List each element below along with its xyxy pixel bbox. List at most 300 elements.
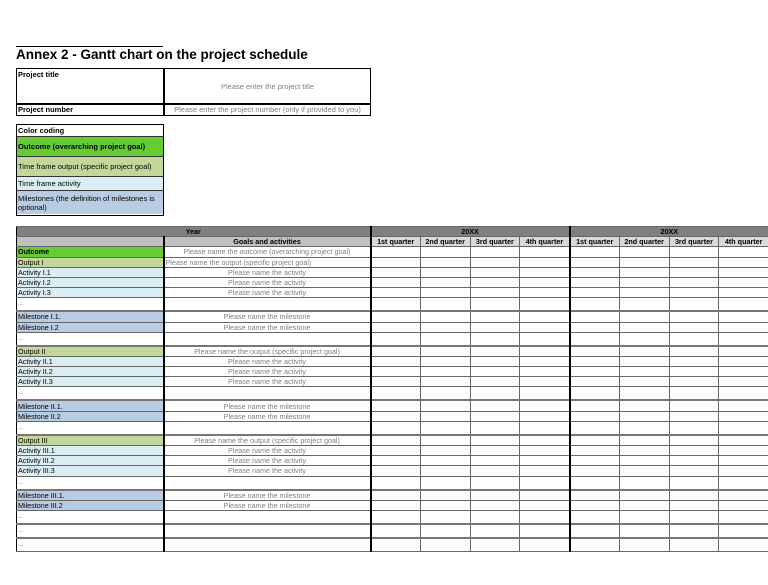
quarter-cell[interactable] [669, 267, 719, 277]
quarter-cell[interactable] [570, 490, 620, 501]
quarter-cell[interactable] [719, 446, 768, 456]
quarter-cell[interactable] [520, 524, 570, 538]
quarter-cell[interactable] [470, 524, 520, 538]
blank-header-cell [17, 237, 164, 247]
quarter-cell[interactable] [470, 500, 520, 510]
quarter-cell[interactable] [669, 435, 719, 446]
quarter-cell[interactable] [470, 446, 520, 456]
quarter-cell[interactable] [470, 387, 520, 401]
quarter-cell[interactable] [619, 476, 669, 490]
table-row [17, 367, 768, 377]
quarter-cell[interactable] [420, 298, 470, 312]
quarter-cell[interactable] [619, 356, 669, 366]
quarter-cell[interactable] [669, 257, 719, 267]
quarter-cell[interactable] [669, 476, 719, 490]
quarter-cell[interactable] [371, 332, 421, 346]
quarter-cell[interactable] [470, 288, 520, 298]
project-number-field[interactable]: Please enter the project number (only if provided to you) [174, 104, 361, 114]
quarter-cell[interactable] [619, 524, 669, 538]
quarter-cell[interactable] [371, 311, 421, 322]
quarter-cell[interactable] [520, 346, 570, 357]
quarter-cell[interactable] [570, 247, 620, 257]
quarter-cell[interactable] [520, 538, 570, 552]
row-description-field[interactable]: Please name the milestone [164, 500, 371, 510]
quarter-cell[interactable] [619, 435, 669, 446]
table-row [17, 446, 768, 456]
row-description-field[interactable] [164, 476, 371, 490]
quarter-cell[interactable] [669, 400, 719, 411]
quarter-cell[interactable] [470, 377, 520, 387]
table-row [17, 466, 768, 476]
quarter-cell[interactable] [371, 346, 421, 357]
quarter-cell[interactable] [371, 322, 421, 332]
quarter-cell[interactable] [420, 387, 470, 401]
quarter-cell[interactable] [520, 490, 570, 501]
quarter-cell[interactable] [669, 456, 719, 466]
quarter-cell[interactable] [619, 311, 669, 322]
quarter-cell[interactable] [520, 476, 570, 490]
quarter-cell[interactable] [520, 311, 570, 322]
quarter-cell[interactable] [371, 356, 421, 366]
quarter-cell[interactable] [619, 510, 669, 524]
table-row [17, 288, 768, 298]
quarter-cell[interactable] [420, 411, 470, 421]
quarter-cell[interactable] [420, 476, 470, 490]
year-header: Year [17, 227, 371, 237]
quarter-cell[interactable] [619, 247, 669, 257]
row-label: Activity II.3 [17, 377, 164, 387]
quarter-cell[interactable] [371, 490, 421, 501]
quarter-cell[interactable] [420, 332, 470, 346]
quarter-cell[interactable] [619, 387, 669, 401]
quarter-cell[interactable] [420, 400, 470, 411]
quarter-cell[interactable] [619, 332, 669, 346]
quarter-cell[interactable] [619, 377, 669, 387]
quarter-cell[interactable] [669, 538, 719, 552]
legend-item: Time frame output (specific project goal) [17, 157, 163, 177]
quarter-cell[interactable] [420, 456, 470, 466]
quarter-cell[interactable] [371, 411, 421, 421]
legend-item: Outcome (overarching project goal) [17, 137, 163, 157]
table-row [17, 332, 768, 346]
quarter-cell[interactable] [570, 298, 620, 312]
quarter-cell[interactable] [371, 510, 421, 524]
quarter-cell[interactable] [520, 466, 570, 476]
quarter-cell[interactable] [371, 367, 421, 377]
row-description-field[interactable] [164, 332, 371, 346]
quarter-cell[interactable] [570, 257, 620, 267]
row-description-field[interactable] [164, 421, 371, 435]
table-row [17, 400, 768, 411]
quarter-cell[interactable] [719, 411, 768, 421]
row-description-field[interactable] [164, 298, 371, 312]
quarter-cell[interactable] [520, 322, 570, 332]
quarter-cell[interactable] [719, 322, 768, 332]
quarter-cell[interactable] [470, 466, 520, 476]
quarter-cell[interactable] [520, 356, 570, 366]
row-description-field[interactable]: Please name the output (specific project goal) [164, 435, 371, 446]
quarter-cell[interactable] [470, 400, 520, 411]
quarter-cell[interactable] [420, 524, 470, 538]
quarter-cell[interactable] [669, 288, 719, 298]
table-row [17, 311, 768, 322]
quarter-cell[interactable] [719, 298, 768, 312]
quarter-cell[interactable] [719, 400, 768, 411]
quarter-cell[interactable] [669, 322, 719, 332]
quarter-cell[interactable] [570, 524, 620, 538]
quarter-cell[interactable] [470, 435, 520, 446]
legend-item: Milestones (the definition of milestones is optional) [17, 191, 163, 214]
table-row [17, 387, 768, 401]
row-label: Milestone III.1. [17, 490, 164, 501]
quarter-cell[interactable] [371, 456, 421, 466]
quarter-cell[interactable] [669, 346, 719, 357]
project-title-label: Project title [18, 70, 59, 79]
quarter-cell[interactable] [719, 267, 768, 277]
quarter-cell[interactable] [420, 466, 470, 476]
quarter-cell[interactable] [420, 510, 470, 524]
row-description-field[interactable]: Please name the outcome (overarching project goal) [164, 247, 371, 257]
quarter-cell[interactable] [669, 332, 719, 346]
quarter-cell[interactable] [669, 446, 719, 456]
quarter-cell[interactable] [619, 466, 669, 476]
quarter-cell[interactable] [570, 288, 620, 298]
quarter-cell[interactable] [669, 466, 719, 476]
quarter-cell[interactable] [570, 267, 620, 277]
row-description-field[interactable] [164, 510, 371, 524]
quarter-cell[interactable] [669, 490, 719, 501]
quarter-cell[interactable] [371, 435, 421, 446]
quarter-cell[interactable] [570, 367, 620, 377]
table-row [17, 277, 768, 287]
quarter-cell[interactable] [570, 435, 620, 446]
quarter-cell[interactable] [371, 288, 421, 298]
row-description-field[interactable]: Please name the activity [164, 367, 371, 377]
quarter-cell[interactable] [719, 538, 768, 552]
quarter-cell[interactable] [520, 387, 570, 401]
row-description-field[interactable] [164, 387, 371, 401]
quarter-cell[interactable] [619, 500, 669, 510]
row-description-field[interactable]: Please name the activity [164, 277, 371, 287]
quarter-cell[interactable] [570, 400, 620, 411]
quarter-cell[interactable] [420, 322, 470, 332]
quarter-cell[interactable] [470, 421, 520, 435]
row-description-field[interactable] [164, 524, 371, 538]
quarter-header: 3rd quarter [470, 237, 520, 247]
quarter-cell[interactable] [371, 247, 421, 257]
quarter-cell[interactable] [420, 277, 470, 287]
row-description-field[interactable]: Please name the activity [164, 456, 371, 466]
quarter-cell[interactable] [570, 456, 620, 466]
quarter-cell[interactable] [520, 411, 570, 421]
row-description-field[interactable]: Please name the activity [164, 377, 371, 387]
quarter-cell[interactable] [371, 476, 421, 490]
quarter-cell[interactable] [669, 277, 719, 287]
quarter-cell[interactable] [371, 524, 421, 538]
quarter-cell[interactable] [420, 490, 470, 501]
quarter-cell[interactable] [619, 538, 669, 552]
row-description-field[interactable]: Please name the activity [164, 446, 371, 456]
row-label: Output II [17, 346, 164, 357]
row-label: Output III [17, 435, 164, 446]
quarter-cell[interactable] [570, 277, 620, 287]
quarter-cell[interactable] [719, 490, 768, 501]
quarter-cell[interactable] [420, 257, 470, 267]
quarter-cell[interactable] [719, 421, 768, 435]
quarter-cell[interactable] [371, 267, 421, 277]
row-description-field[interactable]: Please name the output (specific project goal) [164, 257, 371, 267]
quarter-cell[interactable] [570, 476, 620, 490]
quarter-cell[interactable] [719, 387, 768, 401]
document-title: Annex 2 - Gantt chart on the project schedule [16, 47, 308, 62]
quarter-cell[interactable] [619, 400, 669, 411]
quarter-cell[interactable] [619, 257, 669, 267]
quarter-cell[interactable] [570, 538, 620, 552]
quarter-cell[interactable] [420, 500, 470, 510]
quarter-cell[interactable] [470, 346, 520, 357]
table-row [17, 322, 768, 332]
quarter-cell[interactable] [470, 257, 520, 267]
quarter-cell[interactable] [719, 435, 768, 446]
quarter-header: 2nd quarter [619, 237, 669, 247]
table-row [17, 538, 768, 552]
quarter-cell[interactable] [619, 490, 669, 501]
quarter-cell[interactable] [570, 332, 620, 346]
quarter-cell[interactable] [420, 311, 470, 322]
quarter-cell[interactable] [719, 466, 768, 476]
quarter-cell[interactable] [719, 476, 768, 490]
quarter-cell[interactable] [719, 346, 768, 357]
quarter-cell[interactable] [470, 311, 520, 322]
quarter-cell[interactable] [669, 298, 719, 312]
quarter-cell[interactable] [420, 538, 470, 552]
table-row [17, 257, 768, 267]
quarter-cell[interactable] [420, 356, 470, 366]
quarter-cell[interactable] [371, 377, 421, 387]
quarter-cell[interactable] [719, 356, 768, 366]
quarter-cell[interactable] [719, 456, 768, 466]
table-row [17, 298, 768, 312]
quarter-cell[interactable] [719, 332, 768, 346]
quarter-cell[interactable] [371, 400, 421, 411]
quarter-cell[interactable] [570, 322, 620, 332]
quarter-cell[interactable] [570, 411, 620, 421]
quarter-cell[interactable] [470, 247, 520, 257]
quarter-cell[interactable] [570, 346, 620, 357]
quarter-cell[interactable] [520, 435, 570, 446]
quarter-cell[interactable] [470, 490, 520, 501]
quarter-cell[interactable] [669, 247, 719, 257]
quarter-cell[interactable] [520, 500, 570, 510]
quarter-cell[interactable] [520, 510, 570, 524]
quarter-cell[interactable] [669, 500, 719, 510]
quarter-cell[interactable] [520, 400, 570, 411]
quarter-cell[interactable] [420, 367, 470, 377]
quarter-cell[interactable] [669, 387, 719, 401]
quarter-cell[interactable] [619, 446, 669, 456]
quarter-cell[interactable] [470, 510, 520, 524]
quarter-cell[interactable] [470, 298, 520, 312]
quarter-cell[interactable] [470, 267, 520, 277]
row-description-field[interactable]: Please name the milestone [164, 411, 371, 421]
quarter-cell[interactable] [570, 466, 620, 476]
row-description-field[interactable]: Please name the activity [164, 267, 371, 277]
header-row-quarters [17, 237, 768, 247]
quarter-cell[interactable] [570, 356, 620, 366]
quarter-cell[interactable] [371, 421, 421, 435]
quarter-cell[interactable] [371, 257, 421, 267]
quarter-cell[interactable] [719, 247, 768, 257]
quarter-cell[interactable] [669, 524, 719, 538]
quarter-cell[interactable] [669, 311, 719, 322]
quarter-cell[interactable] [520, 332, 570, 346]
quarter-cell[interactable] [570, 377, 620, 387]
quarter-cell[interactable] [520, 421, 570, 435]
row-label: Output I [17, 257, 164, 267]
quarter-cell[interactable] [420, 288, 470, 298]
row-label: ... [17, 421, 164, 435]
row-description-field[interactable]: Please name the milestone [164, 490, 371, 501]
quarter-header: 2nd quarter [420, 237, 470, 247]
table-row [17, 267, 768, 277]
quarter-cell[interactable] [420, 346, 470, 357]
row-label: Activity I.1 [17, 267, 164, 277]
quarter-cell[interactable] [669, 356, 719, 366]
row-label: Milestone I.1. [17, 311, 164, 322]
quarter-cell[interactable] [619, 267, 669, 277]
quarter-cell[interactable] [371, 277, 421, 287]
row-label: Activity III.3 [17, 466, 164, 476]
quarter-cell[interactable] [619, 367, 669, 377]
quarter-cell[interactable] [719, 277, 768, 287]
table-row [17, 377, 768, 387]
quarter-cell[interactable] [669, 510, 719, 524]
quarter-cell[interactable] [619, 288, 669, 298]
quarter-cell[interactable] [371, 466, 421, 476]
row-description-field[interactable] [164, 538, 371, 552]
quarter-cell[interactable] [371, 500, 421, 510]
quarter-cell[interactable] [371, 446, 421, 456]
quarter-cell[interactable] [570, 311, 620, 322]
quarter-cell[interactable] [420, 247, 470, 257]
row-label: Milestone III.2 [17, 500, 164, 510]
quarter-cell[interactable] [669, 411, 719, 421]
quarter-cell[interactable] [619, 421, 669, 435]
color-coding-heading: Color coding [17, 125, 163, 137]
row-label: Milestone II.1. [17, 400, 164, 411]
quarter-cell[interactable] [420, 435, 470, 446]
table-row [17, 500, 768, 510]
quarter-cell[interactable] [470, 538, 520, 552]
quarter-cell[interactable] [719, 510, 768, 524]
quarter-cell[interactable] [470, 476, 520, 490]
quarter-cell[interactable] [470, 356, 520, 366]
project-title-field[interactable]: Please enter the project title [221, 82, 314, 91]
quarter-cell[interactable] [520, 456, 570, 466]
quarter-cell[interactable] [520, 446, 570, 456]
quarter-cell[interactable] [520, 267, 570, 277]
quarter-cell[interactable] [470, 367, 520, 377]
row-description-field[interactable]: Please name the activity [164, 466, 371, 476]
quarter-cell[interactable] [470, 332, 520, 346]
header-row-years [17, 227, 768, 237]
row-description-field[interactable]: Please name the activity [164, 356, 371, 366]
quarter-cell[interactable] [719, 500, 768, 510]
quarter-header: 1st quarter [570, 237, 620, 247]
row-label: ... [17, 298, 164, 312]
quarter-cell[interactable] [570, 421, 620, 435]
quarter-cell[interactable] [520, 247, 570, 257]
color-coding-legend [16, 124, 164, 216]
row-label: ... [17, 387, 164, 401]
quarter-cell[interactable] [719, 367, 768, 377]
quarter-cell[interactable] [520, 257, 570, 267]
quarter-cell[interactable] [470, 411, 520, 421]
row-label: Activity III.1 [17, 446, 164, 456]
quarter-cell[interactable] [371, 387, 421, 401]
quarter-cell[interactable] [520, 298, 570, 312]
quarter-cell[interactable] [619, 277, 669, 287]
quarter-cell[interactable] [619, 456, 669, 466]
quarter-cell[interactable] [470, 322, 520, 332]
row-label: Activity II.1 [17, 356, 164, 366]
row-description-field[interactable]: Please name the milestone [164, 322, 371, 332]
quarter-cell[interactable] [719, 524, 768, 538]
row-label: Activity I.3 [17, 288, 164, 298]
quarter-cell[interactable] [420, 421, 470, 435]
quarter-cell[interactable] [520, 367, 570, 377]
quarter-cell[interactable] [619, 298, 669, 312]
row-description-field[interactable]: Please name the output (specific project goal) [164, 346, 371, 357]
quarter-cell[interactable] [420, 377, 470, 387]
row-label: Activity I.2 [17, 277, 164, 287]
quarter-cell[interactable] [520, 288, 570, 298]
quarter-cell[interactable] [371, 538, 421, 552]
quarter-cell[interactable] [619, 411, 669, 421]
quarter-cell[interactable] [719, 257, 768, 267]
quarter-cell[interactable] [669, 377, 719, 387]
quarter-cell[interactable] [619, 322, 669, 332]
row-label: Activity III.2 [17, 456, 164, 466]
quarter-cell[interactable] [570, 510, 620, 524]
row-description-field[interactable]: Please name the activity [164, 288, 371, 298]
quarter-cell[interactable] [420, 267, 470, 277]
quarter-header: 1st quarter [371, 237, 421, 247]
quarter-cell[interactable] [470, 277, 520, 287]
quarter-cell[interactable] [420, 446, 470, 456]
row-description-field[interactable]: Please name the milestone [164, 311, 371, 322]
row-description-field[interactable]: Please name the milestone [164, 400, 371, 411]
quarter-cell[interactable] [570, 387, 620, 401]
quarter-cell[interactable] [520, 277, 570, 287]
quarter-cell[interactable] [719, 377, 768, 387]
quarter-cell[interactable] [570, 500, 620, 510]
table-row [17, 411, 768, 421]
table-row [17, 524, 768, 538]
quarter-cell[interactable] [669, 421, 719, 435]
quarter-cell[interactable] [520, 377, 570, 387]
quarter-cell[interactable] [619, 346, 669, 357]
quarter-cell[interactable] [669, 367, 719, 377]
quarter-cell[interactable] [371, 298, 421, 312]
quarter-header: 3rd quarter [669, 237, 719, 247]
quarter-cell[interactable] [470, 456, 520, 466]
quarter-cell[interactable] [570, 446, 620, 456]
quarter-header: 4th quarter [520, 237, 570, 247]
quarter-cell[interactable] [719, 288, 768, 298]
quarter-cell[interactable] [719, 311, 768, 322]
table-row [17, 421, 768, 435]
